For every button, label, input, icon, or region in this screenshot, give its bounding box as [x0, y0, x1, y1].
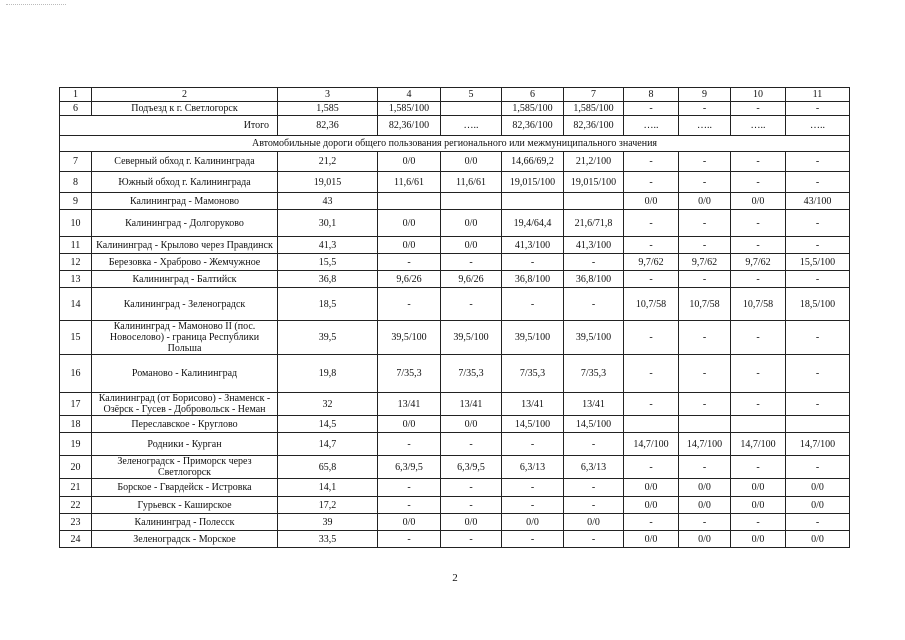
table-cell: 6,3/13: [502, 456, 564, 479]
table-cell: -: [679, 102, 731, 116]
table-cell: -: [564, 254, 624, 271]
table-cell: 0/0: [731, 193, 786, 210]
table-cell: -: [786, 355, 850, 393]
total-cell: …..: [731, 116, 786, 136]
table-cell: 6,3/9,5: [441, 456, 502, 479]
table-cell: 1,585/100: [378, 102, 441, 116]
road-name: Калининград - Мамоново: [92, 193, 278, 210]
row-number: 22: [60, 497, 92, 514]
table-cell: -: [731, 271, 786, 288]
column-number: 4: [378, 88, 441, 102]
table-cell: -: [564, 531, 624, 548]
table-cell: -: [441, 254, 502, 271]
table-cell: -: [731, 321, 786, 355]
table-cell: 7/35,3: [378, 355, 441, 393]
table-cell: 10,7/58: [731, 288, 786, 321]
table-cell: -: [624, 321, 679, 355]
road-name: Родники - Курган: [92, 433, 278, 456]
table-cell: 43: [278, 193, 378, 210]
table-cell: 0/0: [679, 531, 731, 548]
total-label: Итого: [60, 116, 278, 136]
column-number: 7: [564, 88, 624, 102]
table-cell: 18,5: [278, 288, 378, 321]
table-cell: -: [679, 152, 731, 172]
table-cell: [564, 193, 624, 210]
table-cell: 19,015: [278, 172, 378, 193]
page-number: 2: [452, 572, 458, 584]
row-number: 7: [60, 152, 92, 172]
column-number: 11: [786, 88, 850, 102]
table-cell: 0/0: [679, 479, 731, 497]
table-cell: 13/41: [564, 393, 624, 416]
table-cell: 0/0: [441, 152, 502, 172]
table-cell: -: [679, 210, 731, 237]
table-cell: -: [624, 152, 679, 172]
table-cell: 0/0: [378, 416, 441, 433]
table-cell: -: [564, 479, 624, 497]
table-cell: 13/41: [378, 393, 441, 416]
table-cell: -: [786, 321, 850, 355]
table-cell: [786, 416, 850, 433]
row-number: 9: [60, 193, 92, 210]
table-row: [60, 514, 850, 531]
column-number: 1: [60, 88, 92, 102]
table-cell: -: [786, 152, 850, 172]
table-cell: 0/0: [786, 479, 850, 497]
row-number: 15: [60, 321, 92, 355]
table-cell: 17,2: [278, 497, 378, 514]
table-cell: 21,2: [278, 152, 378, 172]
column-number: 10: [731, 88, 786, 102]
table-row: [60, 271, 850, 288]
table-cell: -: [624, 237, 679, 254]
total-row: [60, 116, 850, 136]
table-cell: -: [378, 433, 441, 456]
table-row: [60, 355, 850, 393]
road-name: Зеленоградск - Морское: [92, 531, 278, 548]
table-cell: 0/0: [441, 514, 502, 531]
table-cell: 9,7/62: [624, 254, 679, 271]
table-row: [60, 210, 850, 237]
table-cell: -: [731, 210, 786, 237]
table-cell: 39,5/100: [564, 321, 624, 355]
table-cell: 9,6/26: [378, 271, 441, 288]
table-cell: 0/0: [731, 479, 786, 497]
table-cell: 0/0: [786, 497, 850, 514]
table-row: [60, 416, 850, 433]
table-cell: 0/0: [624, 531, 679, 548]
column-number: 2: [92, 88, 278, 102]
road-name: Калининград (от Борисово) - Знаменск - Озёрск - Гусев - Добровольск - Неман: [92, 393, 278, 416]
table-cell: -: [441, 433, 502, 456]
table-cell: -: [378, 531, 441, 548]
table-cell: 0/0: [502, 514, 564, 531]
table-cell: -: [441, 531, 502, 548]
table-cell: -: [786, 456, 850, 479]
table-cell: -: [502, 433, 564, 456]
table-row: [60, 193, 850, 210]
table-cell: -: [441, 479, 502, 497]
table-row: [60, 102, 850, 116]
table-cell: 19,8: [278, 355, 378, 393]
table-cell: -: [731, 514, 786, 531]
table-cell: -: [786, 102, 850, 116]
table-cell: 19,015/100: [502, 172, 564, 193]
column-number: 3: [278, 88, 378, 102]
row-number: 24: [60, 531, 92, 548]
table-cell: -: [731, 355, 786, 393]
table-cell: -: [679, 237, 731, 254]
table-cell: -: [731, 152, 786, 172]
row-number: 21: [60, 479, 92, 497]
row-number: 8: [60, 172, 92, 193]
road-name: Подъезд к г. Светлогорск: [92, 102, 278, 116]
table-cell: 0/0: [441, 210, 502, 237]
table-cell: -: [378, 288, 441, 321]
table-cell: 39,5: [278, 321, 378, 355]
table-cell: 7/35,3: [441, 355, 502, 393]
total-cell: …..: [786, 116, 850, 136]
table-cell: 41,3: [278, 237, 378, 254]
table-cell: -: [679, 321, 731, 355]
table-cell: [441, 102, 502, 116]
table-cell: -: [564, 497, 624, 514]
row-number: 20: [60, 456, 92, 479]
table-cell: -: [786, 172, 850, 193]
table-cell: -: [731, 393, 786, 416]
table-row: [60, 479, 850, 497]
table-cell: 0/0: [378, 152, 441, 172]
table-cell: -: [502, 254, 564, 271]
table-cell: -: [502, 531, 564, 548]
table-cell: 36,8: [278, 271, 378, 288]
table-cell: [679, 416, 731, 433]
table-cell: 0/0: [441, 416, 502, 433]
table-cell: -: [624, 355, 679, 393]
row-number: 10: [60, 210, 92, 237]
row-number: 16: [60, 355, 92, 393]
total-cell: …..: [624, 116, 679, 136]
column-number: 6: [502, 88, 564, 102]
table-cell: -: [731, 172, 786, 193]
table-cell: -: [378, 497, 441, 514]
table-cell: [441, 193, 502, 210]
table-cell: -: [624, 102, 679, 116]
table-cell: -: [786, 271, 850, 288]
table-cell: 0/0: [378, 514, 441, 531]
row-number: 13: [60, 271, 92, 288]
table-cell: 1,585/100: [564, 102, 624, 116]
row-number: 14: [60, 288, 92, 321]
table-cell: 14,5/100: [502, 416, 564, 433]
table-cell: 0/0: [731, 497, 786, 514]
table-cell: -: [502, 497, 564, 514]
table-cell: 14,7: [278, 433, 378, 456]
row-number: 11: [60, 237, 92, 254]
table-cell: 14,7/100: [731, 433, 786, 456]
road-name: Калининград - Полесск: [92, 514, 278, 531]
table-cell: [731, 416, 786, 433]
table-cell: 6,3/9,5: [378, 456, 441, 479]
table-cell: 14,1: [278, 479, 378, 497]
table-cell: 30,1: [278, 210, 378, 237]
table-cell: 0/0: [679, 497, 731, 514]
total-cell: 82,36/100: [564, 116, 624, 136]
row-number: 19: [60, 433, 92, 456]
table-cell: 11,6/61: [441, 172, 502, 193]
table-cell: -: [564, 288, 624, 321]
table-cell: -: [624, 210, 679, 237]
table-cell: 9,7/62: [731, 254, 786, 271]
table-cell: -: [786, 393, 850, 416]
table-cell: 0/0: [731, 531, 786, 548]
table-cell: 13/41: [441, 393, 502, 416]
table-cell: 21,6/71,8: [564, 210, 624, 237]
table-cell: 0/0: [679, 193, 731, 210]
road-name: Калининград - Мамоново II (пос. Новоселово) - граница Республики Польша: [92, 321, 278, 355]
table-cell: -: [502, 288, 564, 321]
table-cell: 36,8/100: [564, 271, 624, 288]
table-row: [60, 433, 850, 456]
road-name: Калининград - Крылово через Правдинск: [92, 237, 278, 254]
header-row: [60, 88, 850, 102]
table-cell: 14,7/100: [679, 433, 731, 456]
table-row: [60, 237, 850, 254]
table-cell: 36,8/100: [502, 271, 564, 288]
table-cell: 14,5/100: [564, 416, 624, 433]
table-cell: 9,7/62: [679, 254, 731, 271]
table-cell: 14,7/100: [786, 433, 850, 456]
table-cell: 7/35,3: [564, 355, 624, 393]
table-row: [60, 497, 850, 514]
row-number: 17: [60, 393, 92, 416]
table-cell: 14,5: [278, 416, 378, 433]
table-cell: -: [679, 271, 731, 288]
table-cell: -: [679, 393, 731, 416]
table-cell: -: [624, 456, 679, 479]
table-cell: 0/0: [624, 497, 679, 514]
total-cell: …..: [441, 116, 502, 136]
table-cell: 32: [278, 393, 378, 416]
table-cell: 7/35,3: [502, 355, 564, 393]
column-number: 8: [624, 88, 679, 102]
table-row: [60, 531, 850, 548]
table-cell: 11,6/61: [378, 172, 441, 193]
section-title: Автомобильные дороги общего пользования регионального или межмуниципального значения: [60, 136, 850, 152]
table-cell: 19,015/100: [564, 172, 624, 193]
road-name: Калининград - Долгоруково: [92, 210, 278, 237]
total-cell: 82,36/100: [502, 116, 564, 136]
row-number: 23: [60, 514, 92, 531]
table-cell: -: [624, 271, 679, 288]
table-cell: 0/0: [624, 193, 679, 210]
table-row: [60, 172, 850, 193]
table-cell: 10,7/58: [679, 288, 731, 321]
column-number: 5: [441, 88, 502, 102]
table-cell: 10,7/58: [624, 288, 679, 321]
roads-table: [59, 87, 850, 548]
table-cell: [378, 193, 441, 210]
table-cell: 14,7/100: [624, 433, 679, 456]
road-name: Переславское - Круглово: [92, 416, 278, 433]
table-cell: 0/0: [441, 237, 502, 254]
total-cell: …..: [679, 116, 731, 136]
table-cell: -: [378, 254, 441, 271]
road-name: Борское - Гвардейск - Истровка: [92, 479, 278, 497]
table-cell: 21,2/100: [564, 152, 624, 172]
table-cell: 1,585/100: [502, 102, 564, 116]
table-cell: 1,585: [278, 102, 378, 116]
table-cell: -: [679, 514, 731, 531]
table-cell: 39,5/100: [441, 321, 502, 355]
total-cell: 82,36: [278, 116, 378, 136]
table-cell: 43/100: [786, 193, 850, 210]
road-name: Калининград - Зеленоградск: [92, 288, 278, 321]
table-cell: -: [786, 237, 850, 254]
table-cell: 0/0: [378, 210, 441, 237]
table-cell: 0/0: [624, 479, 679, 497]
table-cell: 41,3/100: [564, 237, 624, 254]
table-cell: 39,5/100: [502, 321, 564, 355]
table-cell: 33,5: [278, 531, 378, 548]
total-cell: 82,36/100: [378, 116, 441, 136]
table-cell: -: [624, 393, 679, 416]
table-cell: -: [731, 237, 786, 254]
table-cell: 41,3/100: [502, 237, 564, 254]
table-cell: [624, 416, 679, 433]
table-cell: -: [731, 456, 786, 479]
table-cell: -: [786, 514, 850, 531]
table-row: [60, 152, 850, 172]
table-cell: 18,5/100: [786, 288, 850, 321]
table-cell: 13/41: [502, 393, 564, 416]
table-cell: [502, 193, 564, 210]
table-row: [60, 288, 850, 321]
table-cell: -: [679, 355, 731, 393]
table-cell: 0/0: [564, 514, 624, 531]
table-cell: 0/0: [786, 531, 850, 548]
section-row: [60, 136, 850, 152]
table-cell: 9,6/26: [441, 271, 502, 288]
table-cell: 14,66/69,2: [502, 152, 564, 172]
table-cell: -: [624, 172, 679, 193]
table-cell: 15,5: [278, 254, 378, 271]
table-cell: 15,5/100: [786, 254, 850, 271]
table-row: [60, 254, 850, 271]
table-cell: -: [679, 456, 731, 479]
table-cell: 39: [278, 514, 378, 531]
column-number: 9: [679, 88, 731, 102]
row-number: 12: [60, 254, 92, 271]
table-cell: 6,3/13: [564, 456, 624, 479]
road-name: Березовка - Храброво - Жемчужное: [92, 254, 278, 271]
table-row: [60, 456, 850, 479]
road-name: Северный обход г. Калининграда: [92, 152, 278, 172]
table-cell: 65,8: [278, 456, 378, 479]
table-cell: -: [731, 102, 786, 116]
road-name: Гурьевск - Каширское: [92, 497, 278, 514]
road-name: Калининград - Балтийск: [92, 271, 278, 288]
table-cell: -: [679, 172, 731, 193]
row-number: 18: [60, 416, 92, 433]
table-cell: -: [786, 210, 850, 237]
table-cell: -: [441, 288, 502, 321]
scan-artifact: [6, 4, 66, 8]
table-cell: 39,5/100: [378, 321, 441, 355]
table-row: [60, 321, 850, 355]
road-name: Романово - Калининград: [92, 355, 278, 393]
table-cell: 19,4/64,4: [502, 210, 564, 237]
table-cell: -: [624, 514, 679, 531]
row-number: 6: [60, 102, 92, 116]
road-name: Южный обход г. Калининграда: [92, 172, 278, 193]
table-cell: -: [502, 479, 564, 497]
table-cell: -: [378, 479, 441, 497]
table-cell: 0/0: [378, 237, 441, 254]
table-row: [60, 393, 850, 416]
table-cell: -: [441, 497, 502, 514]
road-name: Зеленоградск - Приморск через Светлогорск: [92, 456, 278, 479]
table-cell: -: [564, 433, 624, 456]
